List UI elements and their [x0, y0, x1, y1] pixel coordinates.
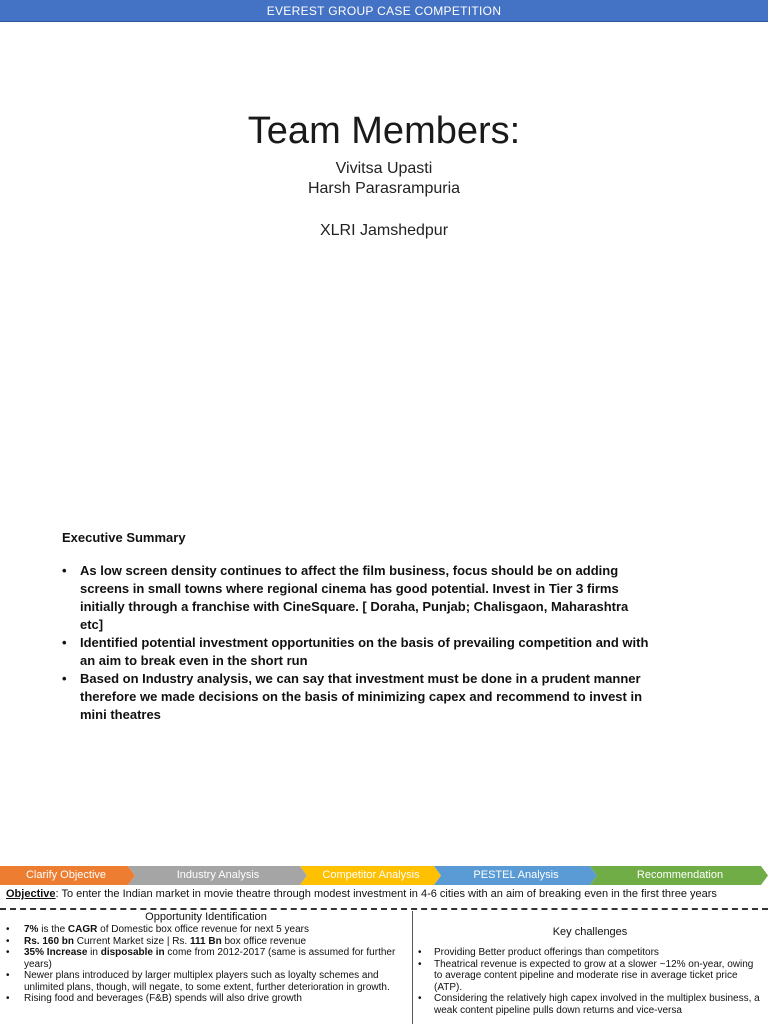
- step-clarify-objective: Clarify Objective: [25, 869, 107, 881]
- opportunity-item: • Rs. 160 bn Current Market size | Rs. 111 Bn box office revenue: [6, 936, 406, 948]
- opportunity-list: [6, 924, 406, 1005]
- key-challenge-item: • Theatrical revenue is expected to grow at a slower ~12% on-year, owing to average content pipeline and moderate rise in average ticket price (ATP).: [418, 959, 764, 994]
- step-competitor-analysis: Competitor Analysis: [322, 869, 420, 881]
- opportunity-item: • Rising food and beverages (F&B) spends will also drive growth: [6, 993, 406, 1005]
- objective-label: Objective: [6, 888, 56, 900]
- objective-statement: [6, 888, 766, 900]
- objective-text: : To enter the Indian market in movie theatre through modest investment in 4-6 cities with an aim of breaking even in the first three years: [55, 888, 717, 900]
- key-challenge-item: • Considering the relatively high capex involved in the multiplex business, a weak content pipeline pulls down returns and vice-versa: [418, 993, 764, 1016]
- key-challenge-item: • Providing Better product offerings than competitors: [418, 947, 764, 959]
- executive-summary-list: [62, 562, 652, 724]
- dashed-divider: [0, 908, 768, 910]
- executive-summary-heading: Executive Summary: [62, 530, 186, 545]
- key-challenges-list: [418, 947, 764, 1016]
- opportunity-item: • 7% is the CAGR of Domestic box office revenue for next 5 years: [6, 924, 406, 936]
- school-name: XLRI Jamshedpur: [319, 222, 449, 239]
- team-member-name: Vivitsa Upasti: [335, 160, 433, 177]
- team-member-name: Harsh Parasrampuria: [307, 180, 461, 197]
- key-challenges-heading: Key challenges: [552, 926, 628, 938]
- step-pestel-analysis: PESTEL Analysis: [473, 869, 559, 881]
- case-competition-banner: EVEREST GROUP CASE COMPETITION: [0, 0, 768, 22]
- cover-title: Team Members:: [247, 110, 521, 152]
- executive-summary-item: • As low screen density continues to affect the film business, focus should be on adding screens in small towns where regional cinema has good potential. Invest in Tier 3 firms initially through a franchise with CineSquare. [ Doraha, Punjab; Chalisgaon, Maharashtra etc]: [62, 562, 652, 634]
- opportunity-item: • Newer plans introduced by larger multiplex players such as loyalty schemes and unlimited plans, though, will negate, to some extent, further deterioration in growth.: [6, 970, 406, 993]
- executive-summary-item: • Based on Industry analysis, we can say that investment must be done in a prudent manner therefore we made decisions on the basis of minimizing capex and recommend to invest in mini theatres: [62, 670, 652, 724]
- executive-summary-item: • Identified potential investment opportunities on the basis of prevailing competition and with an aim to break even in the short run: [62, 634, 652, 670]
- opportunity-item: • 35% Increase in disposable in come from 2012-2017 (same is assumed for further years): [6, 947, 406, 970]
- step-industry-analysis: Industry Analysis: [176, 869, 260, 881]
- opportunity-heading: Opportunity Identification: [145, 911, 267, 923]
- step-recommendation: Recommendation: [636, 869, 724, 881]
